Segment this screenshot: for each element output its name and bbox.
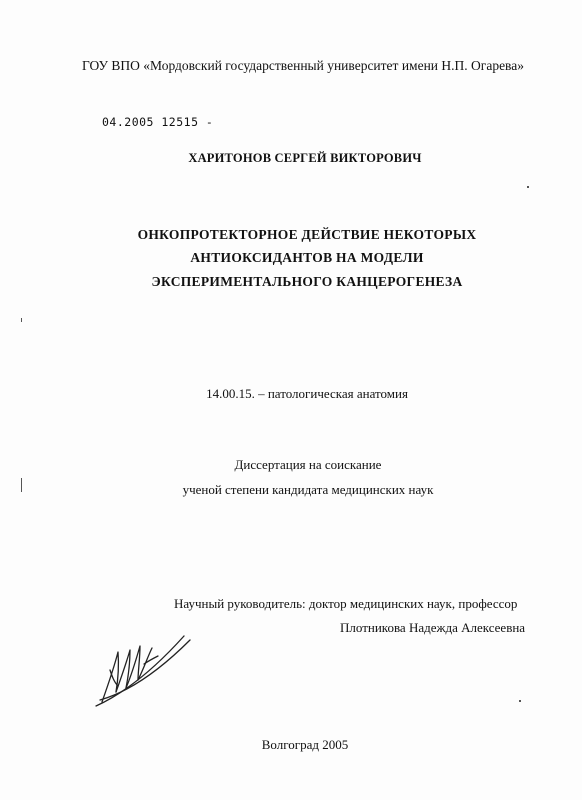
scan-artifact	[21, 478, 22, 492]
dissertation-title-line-3: ЭКСПЕРИМЕНТАЛЬНОГО КАНЦЕРОГЕНЕЗА	[151, 274, 463, 289]
degree-line-2: ученой степени кандидата медицинских наук	[182, 482, 434, 497]
place-and-year: Волгоград 2005	[261, 737, 349, 752]
supervisor-role: Научный руководитель: доктор медицинских наук, профессор	[174, 596, 518, 611]
degree-line-1: Диссертация на соискание	[234, 457, 382, 472]
dissertation-title-line-1: ОНКОПРОТЕКТОРНОЕ ДЕЙСТВИЕ НЕКОТОРЫХ	[137, 227, 477, 242]
registration-stamp: 04.2005 12515 -	[102, 115, 214, 129]
supervisor-name: Плотникова Надежда Алексеевна	[340, 620, 526, 635]
scan-artifact	[519, 700, 521, 702]
institution-name: ГОУ ВПО «Мордовский государственный университет имени Н.П. Огарева»	[82, 58, 524, 73]
author-name: ХАРИТОНОВ СЕРГЕЙ ВИКТОРОВИЧ	[188, 151, 422, 165]
dissertation-title-line-2: АНТИОКСИДАНТОВ НА МОДЕЛИ	[190, 250, 424, 265]
scan-artifact	[21, 318, 22, 322]
specialty-code: 14.00.15. – патологическая анатомия	[206, 386, 408, 401]
signature-icon	[88, 630, 208, 710]
scan-artifact	[527, 186, 529, 188]
